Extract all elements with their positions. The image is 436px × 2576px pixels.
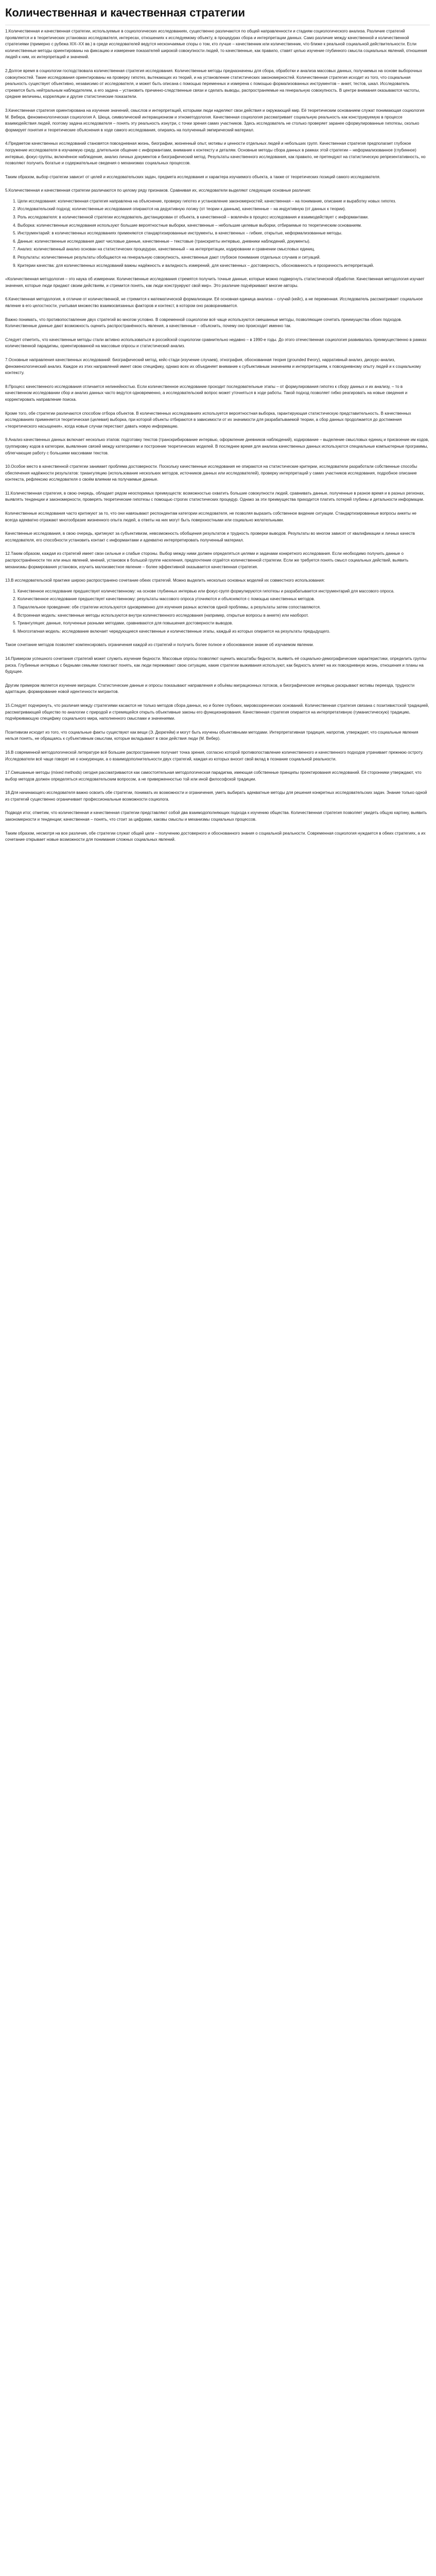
list-item: 8. Результаты: количественные результаты обобщаются на генеральную совокупность, качественные дают глубокое понимание отдельных случаев и ситуаций.: [18, 255, 430, 261]
paragraph: 2.Долгое время в социологии господствовала количественная стратегия исследования. Количественные методы предназначены для сбора, обработки и анализа массовых данных, получаемых на основе выборочных совокупностей. Такие исследования ориентированы на проверку гипотез, вытекающих из теорий, и на установление статистических закономерностей. Количественная стратегия исходит из того, что социальная реальность существует объективно, независимо от исследователя, и может быть описана с помощью переменных и измерена с помощью формализованных инструментов – анкет, тестов, шкал. Исследователь стремится быть нейтральным наблюдателем, а его задача – установить причинно-следственные связи и сделать выводы, распространяемые на генеральную совокупность. В центре внимания оказываются частоты, средние величины, корреляции и другие статистические показатели.: [5, 68, 423, 99]
list-item: 7. Анализ: количественный анализ основан на статистических процедурах, качественный – на интерпретации, кодировании и сравнении смысловых единиц.: [18, 246, 430, 253]
title-bar: [5, 6, 430, 25]
numbered-list: [5, 198, 430, 269]
paragraph: 3.Качественная стратегия ориентирована на изучение значений, смыслов и интерпретаций, которыми люди наделяют свои действия и окружающий мир. Её теоретическим основанием служат понимающая социология М. Вебера, феноменологическая социология А. Шюца, символический интеракционизм и этнометодология. Качественная социология рассматривает социальную реальность как конструируемую в процессе взаимодействия людей, поэтому задача исследователя – понять эту реальность изнутри, с точки зрения самих участников. Здесь исследователь не столько проверяет заранее сформулированные гипотезы, сколько формирует понятия и теоретические объяснения в ходе самого исследования, опираясь на полученный эмпирический материал.: [5, 108, 425, 132]
paragraph: «Количественная методология – это наука об измерении. Количественные исследования стремятся получить точные данные, которые можно подвергнуть статистической обработке. Качественная методология изучает значения, которые люди придают своим действиям, и стремится понять, как люди конструируют свой мир». Это различие подчёркивают многие авторы.: [5, 277, 425, 288]
list-item: 4. Выборка: количественные исследования используют большие вероятностные выборки, качественные – небольшие целевые выборки, отбираемые по теоретическим основаниям.: [18, 223, 430, 229]
paragraph: 1.Количественная и качественная стратегии, используемые в социологических исследованиях, существенно различаются по общей направленности и стадиям социологического анализа. Различие стратегий проявляется и в теоретических установках исследователя, интересах, отношениях к исследуемому объекту, в процедурах сбора и интерпретации данных. Само различие между качественной и количественной стратегиями (примерно с рубежа XIX–XX вв.) в среде исследователей ведутся нескончаемые споры о том, кто лучше – качественник или количественник, что ближе к реальной социальной действительности. Если количественные методы ориентированы на фиксацию и измерение показателей широкой совокупности людей, то качественные, как правило, ставят целью изучение глубинного смысла социальных явлений, отношения людей к ним, их интерпретаций и значений.: [5, 29, 427, 60]
paragraph: Таким образом, выбор стратегии зависит от целей и исследовательских задач, предмета исследования и характера изучаемого объекта, а также от теоретических позиций самого исследователя.: [5, 174, 381, 179]
paragraph: Позитивизм исходит из того, что социальные факты существуют как вещи (Э. Дюркгейм) и могут быть изучены объективными методами. Интерпретативная традиция, напротив, утверждает, что социальные явления нельзя понять, не обращаясь к субъективным смыслам, которые вкладывают в свои действия люди (М. Вебер).: [5, 730, 418, 741]
paragraph: 4.Предметом качественных исследований становятся повседневная жизнь, биографии, жизненный опыт, мотивы и ценности отдельных людей и небольших групп. Качественная стратегия предполагает глубокое погружение исследователя в изучаемую среду, длительное общение с информантами, внимание к контексту и деталям. Основные методы сбора данных в рамках этой стратегии – неформализованное (глубинное) интервью, фокус-группы, включённое наблюдение, анализ личных документов и биографический метод. Результаты качественного исследования, как правило, не претендуют на статистическую репрезентативность, но позволяют получить богатые и содержательные сведения о механизмах социальных процессов.: [5, 141, 426, 166]
paragraph: Подводя итог, отметим, что количественная и качественная стратегии представляют собой два взаимодополняющих подхода к изучению общества. Количественная стратегия позволяет увидеть общую картину, выявить закономерности и тенденции; качественная – понять, что стоит за цифрами, каковы смыслы и механизмы социальных процессов.: [5, 810, 427, 822]
paragraph: Следует отметить, что качественные методы стали активно использоваться в российской социологии сравнительно недавно – в 1990-е годы. До этого отечественная социология развивалась преимущественно в рамках количественной парадигмы, ориентированной на массовые опросы и статистический анализ.: [5, 337, 427, 349]
paragraph: 11.Количественная стратегия, в свою очередь, обладает рядом неоспоримых преимуществ: возможностью охватить большие совокупности людей, сравнивать данные, полученные в разное время и в разных регионах, выявлять тенденции и закономерности, проверять теоретические гипотезы с помощью строгих статистических процедур. Однако за эти преимущества приходится платить потерей глубины и детальности информации.: [5, 490, 425, 502]
list-item: 6. Многоэтапная модель: исследование включает чередующиеся качественные и количественные этапы, каждый из которых опирается на результаты предыдущего.: [18, 629, 430, 635]
list-item: 4. Встроенная модель: качественные методы используются внутри количественного исследования (например, открытые вопросы в анкете) или наоборот.: [18, 613, 430, 619]
paragraph: 14.Примером успешного сочетания стратегий может служить изучение бедности. Массовые опросы позволяют оценить масштабы бедности, выявить её социально-демографические характеристики, определить группы риска. Глубинные интервью с бедными семьями помогают понять, как люди переживают свою ситуацию, какие стратегии выживания используют, как бедность влияет на их повседневную жизнь, отношения и планы на будущее.: [5, 656, 427, 674]
page-title: Количественная и качественная стратегии: [5, 6, 245, 19]
paragraph: 15.Следует подчеркнуть, что различия между стратегиями касаются не только методов сбора данных, но и более глубоких, мировоззренческих оснований. Количественная стратегия связана с позитивистской традицией, рассматривающей общество по аналогии с природой и стремящейся открыть объективные законы его функционирования. Качественная стратегия опирается на интерпретативную (гуманистическую) традицию, подчёркивающую специфику социального мира, наполненного смыслами и значениями.: [5, 703, 429, 721]
paragraph: 5.Количественная и качественная стратегии различаются по целому ряду признаков. Сравнивая их, исследователи выделяют следующие основные различия:: [5, 188, 311, 193]
paragraph: 17.Смешанные методы (mixed methods) сегодня рассматриваются как самостоятельная методологическая парадигма, имеющая собственные принципы проектирования исследований. Её сторонники утверждают, что выбор методов должен определяться исследовательским вопросом, а не приверженностью той или иной философской традиции.: [5, 770, 422, 782]
paragraph: 8.Процесс качественного исследования отличается нелинейностью. Если количественное исследование проходит последовательные этапы – от формулирования гипотез к сбору данных и их анализу, – то в качественном исследовании сбор и анализ данных часто ведутся одновременно, а исследовательский вопрос может уточняться в ходе работы. Такой подход позволяет гибко реагировать на новые сведения и корректировать направление поиска.: [5, 384, 408, 402]
list-item: 5. Инструментарий: в количественных исследованиях применяются стандартизированные инструменты, в качественных – гибкие, открытые, неформализованные методы.: [18, 230, 430, 237]
paragraph: 16.В современной методологической литературе всё большее распространение получает точка зрения, согласно которой противопоставление количественного и качественного подходов утрачивает прежнюю остроту. Исследователи всё чаще говорят не о конкуренции, а о взаимодополнительности двух стратегий, каждая из которых вносит свой вклад в познание социальной реальности.: [5, 750, 424, 761]
list-item: 3. Роль исследователя: в количественной стратегии исследователь дистанцирован от объекта, в качественной – вовлечён в процесс исследования и взаимодействует с информантами.: [18, 214, 430, 221]
paragraph: 12.Таким образом, каждая из стратегий имеет свои сильные и слабые стороны. Выбор между ними должен определяться целями и задачами конкретного исследования. Если необходимо получить данные о распространённости тех или иных явлений, мнений, установок в большой группе населения, предпочтение отдаётся количественной стратегии. Если же требуется понять смысл социальных действий, выявить механизмы формирования установок, изучить малоизвестное явление – более эффективной оказывается качественная стратегия.: [5, 551, 409, 569]
paragraph: 9.Анализ качественных данных включает несколько этапов: подготовку текстов (транскрибирование интервью, оформление дневников наблюдений), кодирование – выделение смысловых единиц и присвоение им кодов, группировку кодов в категории, выявление связей между категориями и построение теоретических моделей. В последнее время для анализа качественных данных используются специальные компьютерные программы, облегчающие работу с большими массивами текстов.: [5, 437, 429, 455]
list-item: 5. Триангуляция: данные, полученные разными методами, сравниваются для повышения достоверности выводов.: [18, 620, 430, 627]
paragraph: 10.Особое место в качественной стратегии занимает проблема достоверности. Поскольку качественные исследования не опираются на статистические критерии, исследователи разработали собственные способы обеспечения надёжности результатов: триангуляцию (использование нескольких методов, источников данных или исследователей), проверку интерпретаций у самих участников исследования, подробное описание контекста, рефлексию исследователя о своём влиянии на получаемые данные.: [5, 464, 417, 482]
list-item: 2. Количественное исследование предшествует качественному: результаты массового опроса уточняются и объясняются с помощью качественных методов.: [18, 596, 430, 603]
list-item: 6. Данные: количественные исследования дают числовые данные, качественные – текстовые (транскрипты интервью, дневники наблюдений, документы).: [18, 239, 430, 245]
paragraph: Важно понимать, что противопоставление двух стратегий во многом условно. В современной социологии всё чаще используются смешанные методы, позволяющие сочетать преимущества обоих подходов. Количественные данные дают возможность оценить распространённость явления, а качественные – объяснить, почему оно происходит именно так.: [5, 317, 402, 329]
list-item: 1. Качественное исследование предшествует количественному: на основе глубинных интервью или фокус-групп формулируются гипотезы и разрабатывается инструментарий для массового опроса.: [18, 588, 430, 595]
list-item: 9. Критерии качества: для количественных исследований важны надёжность и валидность измерений, для качественных – достоверность, обоснованность и прозрачность интерпретаций.: [18, 263, 430, 269]
numbered-list: [5, 588, 430, 635]
list-item: 3. Параллельное проведение: обе стратегии используются одновременно для изучения разных аспектов одной проблемы, а результаты затем сопоставляются.: [18, 604, 430, 611]
paragraph: 7.Основные направления качественных исследований: биографический метод, кейс-стади (изучение случаев), этнография, обоснованная теория (grounded theory), нарративный анализ, дискурс-анализ, феноменологический анализ. Каждое из этих направлений имеет свою специфику, однако всех их объединяет внимание к субъективным значениям и интерпретациям, к повседневному опыту людей и к социальному контексту.: [5, 357, 421, 376]
paragraph: Такое сочетание методов позволяет компенсировать ограничения каждой из стратегий и получить более полное и обоснованное знание об изучаемом явлении.: [5, 642, 314, 648]
paragraph: Качественные исследования, в свою очередь, критикуют за субъективизм, невозможность обобщения результатов и трудность проверки выводов. Результаты во многом зависят от квалификации и личных качеств исследователя, его способности установить контакт с информантами и адекватно интерпретировать полученный материал.: [5, 531, 415, 543]
paragraph: 6.Качественная методология, в отличие от количественной, не стремится к математической формализации. Её основная единица анализа – случай (кейс), а не переменная. Исследователь рассматривает социальное явление в его целостности, учитывая множество взаимосвязанных факторов и контекст, в котором оно разворачивается.: [5, 297, 423, 308]
page: [0, 0, 436, 843]
paragraph: Количественные исследования часто критикуют за то, что они навязывают респондентам категории исследователя, не позволяя выразить собственное видение ситуации. Стандартизированные вопросы анкеты не всегда адекватно отражают многообразие жизненного опыта людей, а ответы на них могут быть поверхностными или социально желательными.: [5, 511, 416, 522]
list-item: 1. Цели исследования: количественная стратегия направлена на объяснение, проверку гипотез и установление закономерностей; качественная – на понимание, описание и выработку новых гипотез.: [18, 198, 430, 205]
article-body: [5, 28, 430, 843]
paragraph: 13.В исследовательской практике широко распространено сочетание обеих стратегий. Можно выделить несколько основных моделей их совместного использования:: [5, 578, 325, 583]
paragraph: Таким образом, несмотря на все различия, обе стратегии служат общей цели – получению достоверного и обоснованного знания о социальной реальности. Современная социология нуждается в обеих стратегиях, а их сочетание открывает новые возможности для понимания сложных социальных явлений.: [5, 831, 426, 842]
paragraph: Другим примером является изучение миграции. Статистические данные и опросы показывают направления и объёмы миграционных потоков, а биографические интервью раскрывают мотивы переезда, трудности адаптации, формирование новой идентичности мигрантов.: [5, 683, 415, 694]
paragraph: Кроме того, обе стратегии различаются способом отбора объектов. В количественных исследованиях используется вероятностная выборка, гарантирующая статистическую представительность. В качественных исследованиях применяется теоретическая (целевая) выборка, при которой объекты отбираются в зависимости от их значимости для разрабатываемой теории, а сбор данных продолжается до достижения «теоретического насыщения», когда новые случаи перестают давать новую информацию.: [5, 411, 411, 429]
paragraph: 18.Для начинающего исследователя важно освоить обе стратегии, понимать их возможности и ограничения, уметь выбирать адекватные методы для решения конкретных исследовательских задач. Знание только одной из стратегий существенно ограничивает профессиональные возможности социолога.: [5, 790, 427, 802]
list-item: 2. Исследовательский подход: количественные исследования опираются на дедуктивную логику (от теории к данным), качественные – на индуктивную (от данных к теории).: [18, 206, 430, 213]
